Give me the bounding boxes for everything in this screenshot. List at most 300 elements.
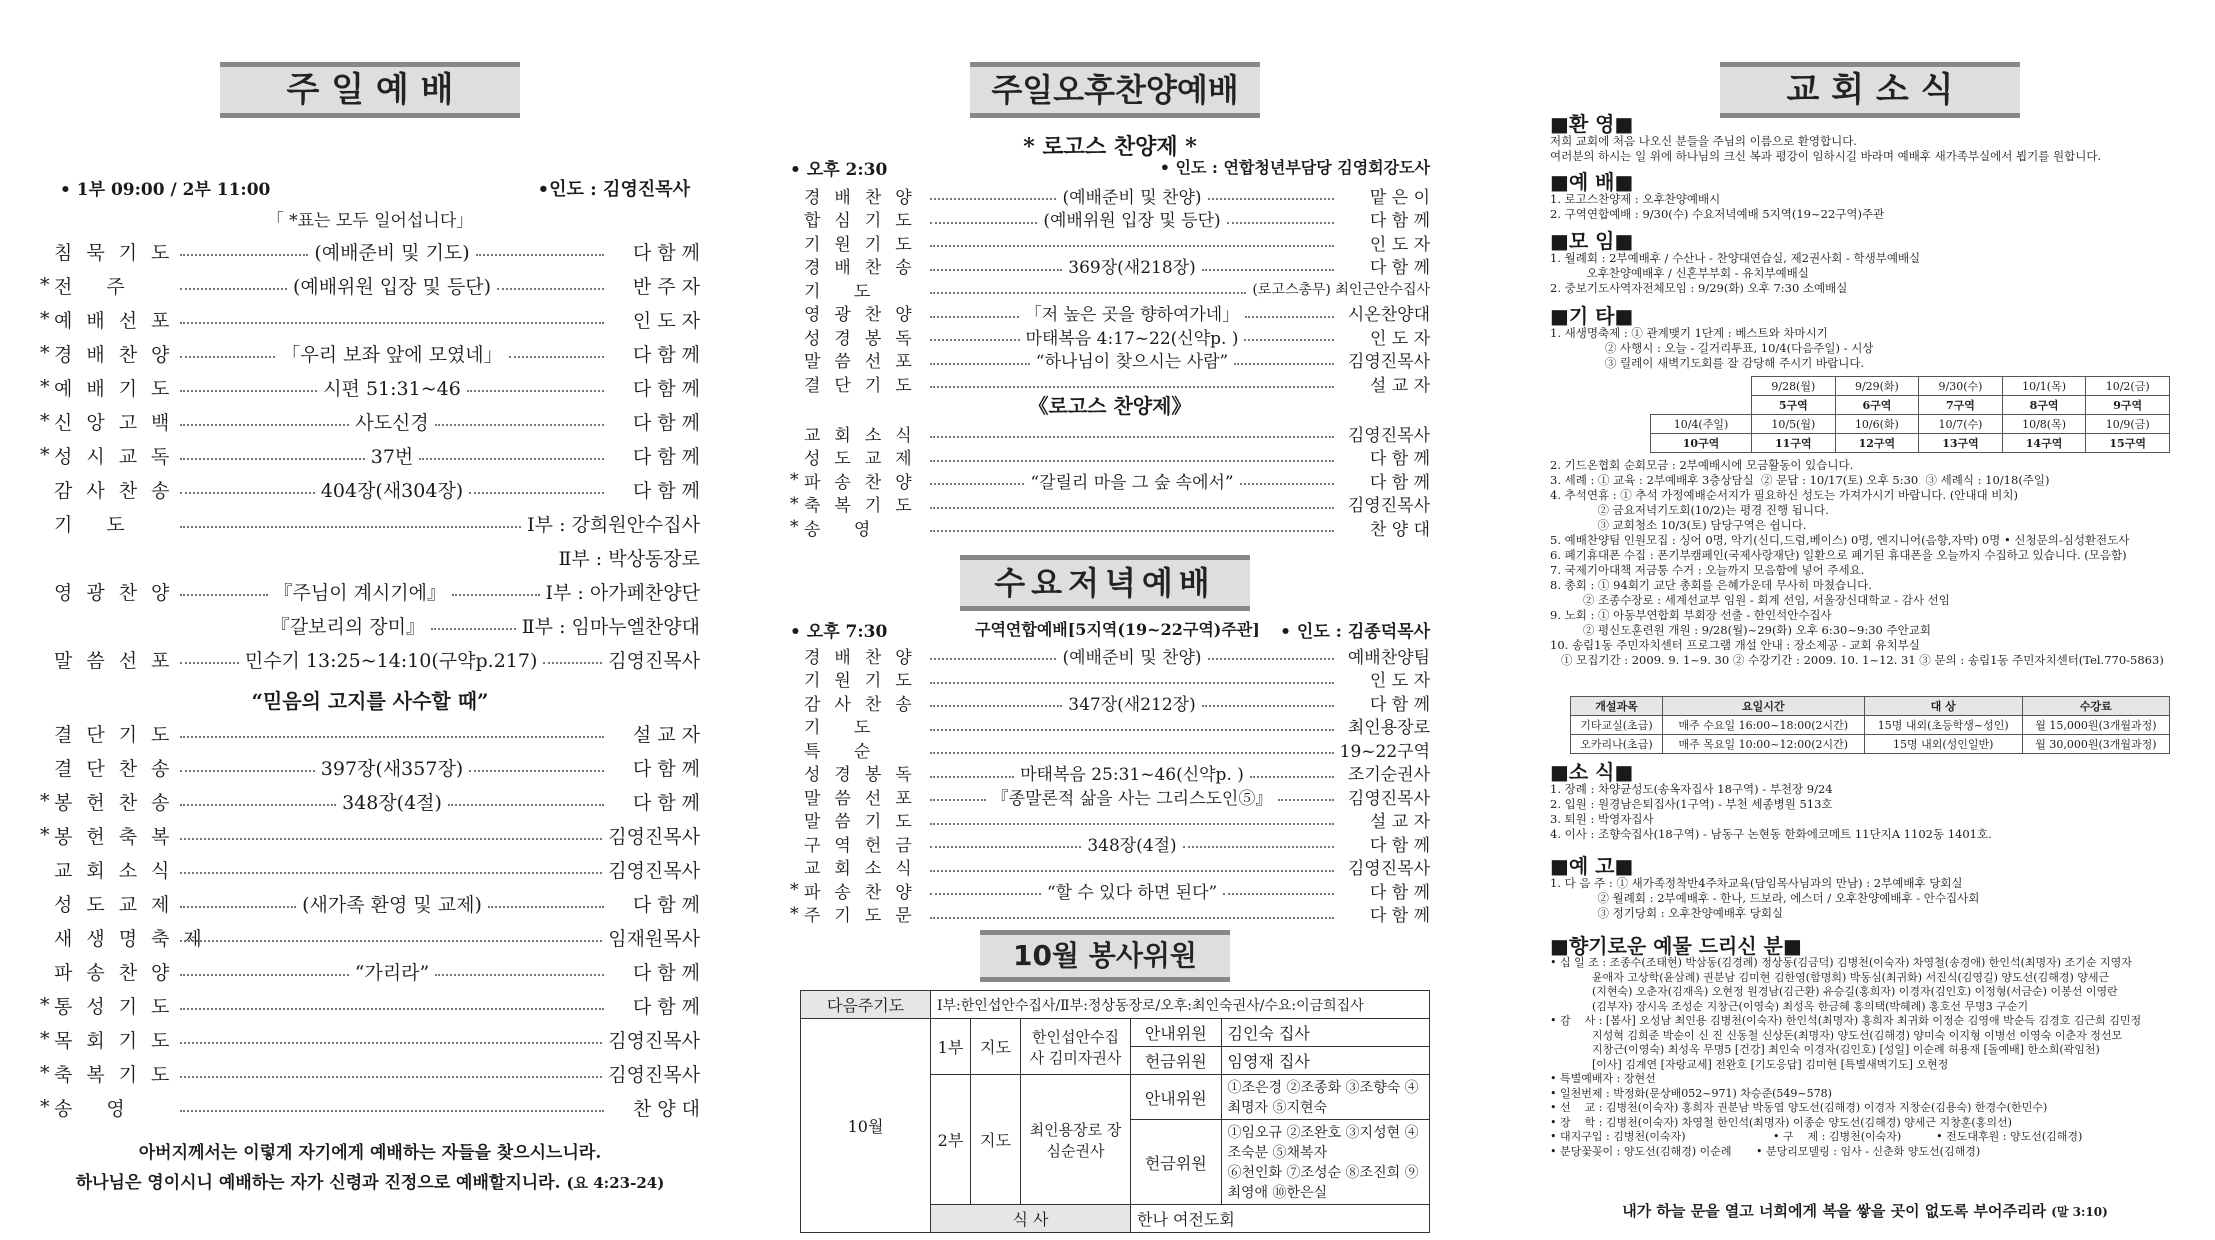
order-step: 합심기도	[804, 211, 926, 231]
leader-dots	[1202, 697, 1334, 707]
relay-cell: 9구역	[2086, 396, 2170, 415]
wednesday-worship-title: 수요저녁예배	[960, 555, 1250, 611]
order-detail: “할 수 있다 하면 된다”	[1046, 882, 1218, 903]
order-step: 교회소식	[804, 425, 926, 446]
order-detail: 민수기 13:25~14:10(구약p.217)	[244, 649, 538, 672]
afternoon-time: • 오후 2:30	[790, 160, 888, 180]
relay-row	[1651, 415, 2170, 434]
notice-line: 지창근(이영숙) 최성옥 무명5 [건강] 최인숙 이경자(김인호) [성일] 이순례 허용재 [돌예배] 한소희(곽임천)	[1550, 1043, 2100, 1056]
order-person: 임재원목사	[608, 927, 700, 950]
order-detail: 『주님이 계시기에』	[273, 581, 447, 604]
notice-line: 저희 교회에 처음 나오신 분들을 주님의 이름으로 환영합니다.	[1550, 134, 1857, 148]
worship-heading: ■예 배■	[1550, 170, 1634, 194]
order-person: 다 함 께	[1369, 694, 1430, 715]
order-person: 다 함 께	[1369, 882, 1430, 903]
leader-dots	[509, 348, 604, 358]
order-item	[790, 899, 1430, 929]
standing-mark: *	[790, 880, 799, 900]
leader-dots	[930, 909, 1334, 919]
leader-dots	[497, 280, 604, 290]
verse-line-2-text: 하나님은 영이시니 예배하는 자가 신령과 진정으로 예배할지니라.	[75, 1173, 561, 1193]
relay-cell: 9/29(화)	[1835, 377, 1919, 396]
order-person: 김영진목사	[1347, 352, 1431, 372]
order-person: 김영진목사	[608, 859, 700, 882]
order-detail: (예배준비 및 기도)	[314, 241, 470, 264]
order-detail: 시편 51:31~46	[323, 377, 461, 400]
order-detail: 『종말론적 삶을 사는 그리스도인⑤』	[991, 788, 1273, 809]
notice-line: 1. 새생명축제 : ① 관계맺기 1단계 : 베스트와 차마시기	[1550, 326, 1828, 340]
notice-line: 4. 추석연휴 : ① 추석 가정예배순서지가 필요하신 성도는 가져가시기 바랍니다. (안내대 비치)	[1550, 488, 2018, 502]
leader-dots	[930, 237, 1334, 247]
order-item	[40, 508, 700, 538]
standing-mark: *	[40, 444, 50, 466]
order-person: 다 함 께	[632, 893, 700, 916]
leader-dots	[419, 450, 604, 460]
leader-dots	[930, 261, 1062, 271]
part1-roles-2	[1131, 1047, 1430, 1075]
order-step: 송 영	[54, 1097, 139, 1120]
leader-dots	[180, 1102, 604, 1112]
schedule-cell: 오카리나(초급)	[1571, 735, 1663, 754]
standing-mark: *	[40, 1028, 50, 1050]
order-item	[40, 644, 700, 674]
notice-line: • 특별예배자 : 장현선	[1550, 1072, 1656, 1085]
relay-cell: 10/5(월)	[1752, 415, 1836, 434]
standing-mark: *	[40, 410, 50, 432]
order-person: 김영진목사	[1347, 859, 1430, 879]
notice-line: • 분당꽃꽂이 : 양도선(김해경) 이순례 • 분당리모델링 : 임사 - 신춘화 양도선(김해경)	[1550, 1144, 1981, 1158]
class-schedule-table	[1570, 696, 2170, 754]
leader-dots	[180, 966, 349, 976]
order-step: 영광찬양	[804, 305, 926, 325]
relay-cell: 14구역	[2002, 434, 2086, 453]
notice-line: 지성혁 김희준 박순이 신 진 신동철 신상돈(최명자) 양도선(김해경) 양미숙 이지형 이병선 이영숙 이춘자 정선모	[1550, 1028, 2123, 1042]
order-step: 파송찬양	[54, 961, 184, 984]
standing-mark: *	[40, 824, 50, 846]
order-step: 구역헌금	[804, 835, 926, 856]
order-person: 다 함 께	[1369, 835, 1430, 856]
leader-dots	[180, 830, 602, 840]
order-step: 전 주	[54, 275, 139, 298]
order-step: 기원기도	[804, 671, 926, 691]
relay-cell: 10/2(금)	[2086, 377, 2170, 396]
order-item	[40, 406, 700, 436]
schedule-cell: 기타교실(초급)	[1571, 716, 1663, 735]
order-step: 말씀선포	[54, 649, 184, 672]
part1-guides-names: 한인섭안수집사 김미자권사	[1021, 1019, 1131, 1075]
standing-mark: *	[40, 342, 50, 364]
sunday-worship-title: 주 일 예 배	[220, 62, 520, 118]
order-person: 다 함 께	[1369, 449, 1430, 469]
sunday-order-list-2	[40, 718, 700, 1128]
order-step: 말씀기도	[804, 812, 926, 832]
leader-dots	[180, 382, 317, 392]
r4-line-b: ⑥천인화 ⑦조성순 ⑧조진희 ⑨최영애 ⑩한은실	[1227, 1165, 1419, 1201]
order-person: 다 함 께	[632, 961, 700, 984]
welcome-text	[1550, 134, 2101, 164]
relay-cell: 10/8(목)	[2002, 415, 2086, 434]
etc-heading: ■기 타■	[1550, 304, 1634, 328]
leader-dots	[1183, 838, 1334, 848]
leader-dots	[930, 791, 986, 801]
meal-value: 한나 여전도회	[1131, 1205, 1430, 1233]
logos-subtitle: * 로고스 찬양제 *	[1023, 134, 1197, 160]
relay-cell: 10구역	[1651, 434, 1752, 453]
notice-line: 여러분의 하시는 일 위에 하나님의 크신 복과 평강이 임하시길 바라며 예배후 새가족부실에서 뵙기를 원합니다.	[1550, 149, 2102, 163]
schedule-cell: 15명 내외(성인일반)	[1864, 735, 2022, 754]
leader-dots	[180, 1000, 604, 1010]
verse-line-1: 아버지께서는 이렇게 자기에게 예배하는 자들을 찾으시느니라.	[138, 1143, 602, 1163]
notice-line: 오후찬양예배후 / 신혼부부회 - 유치부예배실	[1550, 266, 1809, 280]
leader-dots	[180, 728, 604, 738]
order-item	[40, 576, 700, 606]
schedule-cell: 개설과목	[1571, 697, 1663, 716]
leader-dots	[1208, 650, 1334, 660]
closing-verse-text: 내가 하늘 문을 열고 너희에게 복을 쌓을 곳이 없도록 부어주리라	[1622, 1202, 2046, 1220]
standing-mark: *	[790, 517, 799, 537]
part2-roles-2	[1131, 1120, 1430, 1205]
notice-heading: ■예 고■	[1550, 854, 1634, 878]
order-item	[40, 990, 700, 1020]
part1-cell: 1부	[931, 1019, 971, 1075]
order-detail: 「저 높은 곳을 향하여가네」	[1024, 305, 1240, 325]
order-step: 기 도	[804, 281, 885, 302]
order-person: 설 교 자	[1369, 375, 1430, 396]
meeting-heading: ■모 임■	[1550, 229, 1634, 253]
notice-line: 7. 국제기아대책 저금통 수거 : 오늘까지 모음함에 넣어 주세요.	[1550, 563, 1865, 577]
r2-value: 임영재 집사	[1227, 1052, 1310, 1071]
notice-line: 윤애자 고상학(윤삼례) 권분남 김미현 김한영(함명희) 박동심(최귀화) 서진식(김영길) 양도선(김해경) 양세근	[1550, 970, 2110, 984]
order-person: 다 함 께	[632, 343, 700, 366]
order-item	[40, 610, 700, 640]
notice-line: ③ 릴레이 새벽기도회를 잘 감당해 주시기 바랍니다.	[1550, 356, 1865, 370]
standing-mark: *	[790, 903, 799, 924]
etc-text	[1550, 326, 1873, 371]
order-step: 말씀선포	[804, 352, 926, 372]
order-item	[40, 1058, 700, 1088]
notice-line: 2. 기드온협회 순회모금 : 2부예배시에 모금활동이 있습니다.	[1550, 458, 1854, 472]
order-item	[40, 888, 700, 918]
order-person: Ⅱ부 : 박상동장로	[558, 547, 700, 570]
leader-dots	[930, 214, 1037, 224]
leader-dots	[930, 697, 1062, 707]
order-item	[40, 820, 700, 850]
schedule-cell: 월 15,000원(3개월과정)	[2022, 716, 2169, 735]
part2-guide: 지도	[971, 1075, 1021, 1205]
standing-mark: *	[40, 790, 50, 812]
order-detail: (새가족 환영 및 교제)	[302, 893, 482, 916]
order-detail: 『갈보리의 장미』	[270, 615, 425, 638]
order-step: 기원기도	[804, 234, 926, 255]
leader-dots	[930, 650, 1056, 660]
leader-dots	[431, 620, 516, 630]
leader-dots	[1240, 475, 1334, 485]
leader-dots	[930, 190, 1056, 200]
notice-line: 1. 다 음 주 : ① 새가족정착반4주차교육(담임목사님과의 만남) : 2부예배후 당회실	[1550, 876, 1963, 890]
r2-label: 헌금위원	[1131, 1047, 1221, 1074]
order-person: 다 함 께	[1369, 472, 1430, 493]
order-step: 목회기도	[54, 1029, 184, 1052]
r4-label: 헌금위원	[1131, 1120, 1221, 1204]
order-item	[40, 956, 700, 986]
order-item	[40, 474, 700, 504]
notice-line: 3. 퇴원 : 박영자집사	[1550, 812, 1654, 826]
order-item	[40, 440, 700, 470]
relay-cell: 5구역	[1752, 396, 1836, 415]
notice-line: (김부자) 장시옥 조성순 지창근(이영숙) 최성옥 한금혜 홍의택(박혜례) 홍호선 무명3 구순기	[1550, 999, 2029, 1013]
order-detail: 347장(새212장)	[1068, 694, 1196, 715]
r3-value: ①조은경 ②조종화 ③조향숙 ④최명자 ⑤지현숙	[1227, 1080, 1419, 1116]
next-prayer-label: 다음주기도	[801, 991, 931, 1019]
standing-mark: *	[790, 493, 799, 514]
sermon-title: “믿음의 고지를 사수할 때”	[251, 689, 489, 713]
relay-cell: 11구역	[1752, 434, 1836, 453]
order-step: 감사찬송	[54, 479, 184, 502]
notice-line: 2. 구역연합예배 : 9/30(수) 수요저녁예배 5지역(19~22구역)주관	[1550, 207, 1885, 221]
order-step: 신앙고백	[54, 411, 184, 434]
schedule-row	[1571, 716, 2170, 735]
notice-line: • 선 교 : 김병천(이숙자) 홍희자 권분남 박동엽 양도선(김해경) 이경자 지창순(김용숙) 한경수(한민수)	[1550, 1101, 2048, 1114]
order-detail: 37번	[370, 445, 414, 468]
afternoon-worship-title: 주일오후찬양예배	[970, 62, 1260, 118]
notice-line: ② 사행시 : 오늘 - 길거리투표, 10/4(다음주일) - 시상	[1550, 341, 1874, 355]
news-heading: ■소 식■	[1550, 760, 1634, 784]
r4-line-a: ①임오규 ②조완호 ③지성현 ④조숙분 ⑤채복자	[1227, 1125, 1419, 1161]
leader-dots	[930, 721, 1334, 731]
part2-cell: 2부	[931, 1075, 971, 1205]
service-leader: •인도 : 김영진목사	[537, 179, 690, 200]
order-detail: (예배준비 및 찬양)	[1062, 647, 1202, 668]
service-time: • 1부 09:00 / 2부 11:00	[60, 180, 271, 200]
notice-line: 9. 노회 : ① 아동부연합회 부회장 선출 - 한인석안수집사	[1550, 608, 1832, 622]
standing-mark: *	[40, 1096, 50, 1118]
order-step: 영광찬양	[54, 581, 184, 604]
sunday-order-list	[40, 236, 700, 676]
leader-dots	[180, 654, 239, 664]
notice-text	[1550, 876, 1979, 921]
leader-dots	[930, 308, 1019, 318]
order-detail: 사도신경	[355, 411, 429, 434]
wednesday-sub: 구역연합예배[5지역(19~22구역)주관]	[975, 620, 1260, 639]
schedule-cell: 매주 목요일 10:00~12:00(2시간)	[1662, 735, 1864, 754]
column-sunday-worship	[40, 0, 700, 1240]
leader-dots	[1245, 308, 1334, 318]
order-person: 다 함 께	[632, 757, 701, 780]
order-item	[40, 372, 700, 402]
order-person: (로고스총무) 최인근안수집사	[1252, 282, 1430, 298]
notice-line: 6. 폐기휴대폰 수집 : 폰기부캠페인(국제사랑재단) 일환으로 폐기된 휴대폰을 오늘까지 수집하고 있습니다. (모음함)	[1550, 548, 2127, 562]
schedule-row	[1571, 735, 2170, 754]
order-step: 경배찬송	[804, 258, 926, 278]
relay-cell: 9/30(수)	[1919, 377, 2003, 396]
leader-dots	[476, 246, 604, 256]
notice-line: 1. 로고스찬양제 : 오후찬양예배시	[1550, 192, 1721, 206]
standing-mark: *	[790, 470, 799, 490]
afternoon-order-list-2	[790, 418, 1430, 538]
order-person: 찬 양 대	[1369, 519, 1430, 540]
leader-dots	[1244, 331, 1334, 341]
leader-dots	[180, 796, 336, 806]
standing-mark: *	[40, 274, 50, 296]
order-item	[40, 338, 700, 368]
order-person: 설 교 자	[1369, 812, 1430, 832]
order-person: 인 도 자	[1369, 671, 1430, 691]
order-person: 다 함 께	[632, 241, 701, 264]
order-step: 교회소식	[804, 859, 926, 879]
notice-line: 4. 이사 : 조향숙집사(18구역) - 남동구 논현동 한화에코메트 11단지A 1102동 1401호.	[1550, 827, 1992, 841]
leader-dots	[930, 862, 1334, 872]
leader-dots	[930, 331, 1020, 341]
order-step: 축복기도	[804, 496, 926, 516]
relay-cell: 9/28(월)	[1752, 377, 1836, 396]
order-item	[40, 922, 700, 952]
notice-line: 5. 예배찬양팀 인원모집 : 싱어 0명, 악기(신디,드럼,베이스) 0명, 엔지니어(음향,자막) 0명 • 신청문의-심성환전도사	[1550, 533, 2130, 547]
leader-dots	[930, 475, 1024, 485]
leader-dots	[469, 762, 604, 772]
order-step: 성도교제	[54, 893, 184, 916]
order-step: 봉헌찬송	[54, 791, 184, 814]
leader-dots	[180, 484, 315, 494]
order-step: 경배찬양	[804, 647, 926, 668]
meeting-text	[1550, 251, 1920, 296]
leader-dots	[930, 838, 1081, 848]
leader-dots	[930, 428, 1334, 438]
notice-line: ② 조종수장로 : 세계선교부 임원 - 회계 선임, 서울장신대학교 - 감사 선임	[1550, 593, 1950, 607]
leader-dots	[1223, 885, 1334, 895]
order-person: 김영진목사	[608, 649, 701, 672]
schedule-cell: 매주 수요일 16:00~18:00(2시간)	[1662, 716, 1864, 735]
wednesday-order-list	[790, 640, 1430, 930]
leader-dots	[1278, 791, 1334, 801]
order-item	[40, 752, 700, 782]
order-item	[40, 718, 700, 748]
month-cell: 10월	[801, 1019, 931, 1233]
leader-dots	[180, 1034, 602, 1044]
order-person: 최인용장로	[1347, 718, 1430, 738]
order-detail: 369장(새218장)	[1068, 258, 1196, 278]
leader-dots	[467, 382, 604, 392]
order-step: 결단찬송	[54, 757, 184, 780]
order-detail: 348장(4절)	[1087, 835, 1177, 856]
order-item	[40, 304, 700, 334]
relay-cell: 7구역	[1919, 396, 2003, 415]
schedule-cell: 대 상	[1864, 697, 2022, 716]
schedule-row	[1571, 697, 2170, 716]
notice-line: ③ 교회청소 10/3(토) 담당구역은 쉽니다.	[1550, 518, 1807, 532]
order-detail: “하나님이 찾으시는 사람”	[1035, 352, 1229, 372]
standing-mark: *	[40, 994, 50, 1016]
order-person: Ⅰ부 : 강희원안수집사	[527, 513, 700, 536]
schedule-cell: 월 30,000원(3개월과정)	[2022, 735, 2169, 754]
leader-dots	[930, 768, 1014, 778]
order-step: 봉헌축복	[54, 825, 184, 848]
relay-cell: 12구역	[1835, 434, 1919, 453]
relay-cell: 10/7(수)	[1919, 415, 2003, 434]
notice-line: ② 평신도훈련원 개원 : 9/28(월)~29(화) 오후 6:30~9:30 주안교회	[1550, 623, 1931, 637]
standing-note: 「 *표는 모두 일어섭니다」	[266, 211, 474, 231]
order-person: Ⅰ부 : 아가페찬양단	[545, 581, 700, 604]
church-news-title: 교 회 소 식	[1720, 62, 2020, 118]
wednesday-time: • 오후 7:30	[790, 622, 888, 642]
leader-dots	[543, 654, 602, 664]
etc-text-2	[1550, 458, 2164, 668]
order-person: 다 함 께	[632, 479, 701, 502]
leader-dots	[435, 966, 604, 976]
order-person: 다 함 께	[632, 411, 701, 434]
order-detail: (예배위원 입장 및 등단)	[292, 275, 492, 298]
order-person: 인 도 자	[1369, 234, 1430, 255]
relay-cell: 15구역	[2086, 434, 2170, 453]
order-step: 기 도	[54, 513, 139, 536]
leader-dots	[180, 586, 268, 596]
notice-line: • 일천번제 : 박정화(문상배052~971) 차승준(549~578)	[1550, 1086, 1832, 1100]
part2-roles	[1131, 1075, 1430, 1120]
order-step: 성경봉독	[804, 765, 926, 785]
leader-dots	[1250, 768, 1334, 778]
notice-line: ② 금요저녁기도회(10/2)는 평경 진행 됩니다.	[1550, 503, 1829, 517]
order-person: 다 함 께	[632, 445, 700, 468]
order-item	[40, 236, 700, 266]
worship-text	[1550, 192, 1884, 222]
order-detail: 404장(새304장)	[320, 479, 464, 502]
order-detail: 마태복음 25:31~46(신약p. )	[1020, 765, 1244, 785]
leader-dots	[1227, 214, 1334, 224]
leader-dots	[930, 452, 1334, 462]
leader-dots	[930, 378, 1334, 388]
order-step: 침묵기도	[54, 241, 184, 264]
logos-heading: 《로고스 찬양제》	[1028, 394, 1192, 418]
leader-dots	[452, 586, 540, 596]
order-person: 김영진목사	[608, 1063, 700, 1086]
order-step: 통성기도	[54, 995, 184, 1018]
notice-line: ① 모집기간 : 2009. 9. 1~9. 30 ② 수강기간 : 2009. 10. 1~12. 31 ③ 문의 : 송림1동 주민자치센터(Tel.770-5863)	[1550, 653, 2164, 667]
leader-dots	[930, 284, 1246, 294]
part1-roles	[1131, 1019, 1430, 1047]
closing-verse	[1550, 1200, 2180, 1221]
welcome-heading: ■환 영■	[1550, 112, 1634, 136]
order-step: 감사찬송	[804, 694, 926, 715]
relay-cell: 10/9(금)	[2086, 415, 2170, 434]
relay-empty-cell	[1651, 377, 1752, 396]
meal-label: 식 사	[931, 1205, 1131, 1233]
relay-cell: 10/4(주일)	[1651, 415, 1752, 434]
order-detail: (예배위원 입장 및 등단)	[1043, 211, 1221, 231]
leader-dots	[435, 416, 604, 426]
notice-line: • 대지구입 : 김병천(이숙자) • 구 제 : 김병천(이숙자) • 전도대후원 : 양도선(김해경)	[1550, 1130, 2083, 1143]
leader-dots	[488, 898, 604, 908]
order-item	[40, 1092, 700, 1122]
order-person: 다 함 께	[1369, 906, 1430, 926]
r3-label: 안내위원	[1131, 1075, 1221, 1119]
relay-row	[1651, 396, 2170, 415]
news-text	[1550, 782, 1992, 842]
order-step: 경배찬양	[804, 187, 926, 208]
order-person: 조기순권사	[1347, 765, 1431, 785]
wednesday-leader: • 인도 : 김종덕목사	[1280, 622, 1430, 642]
order-person: 다 함 께	[1369, 211, 1430, 231]
leader-dots	[180, 246, 308, 256]
relay-empty-cell	[1651, 396, 1752, 415]
order-step: 예배선포	[54, 309, 184, 332]
relay-prayer-table	[1650, 376, 2170, 453]
leader-dots	[180, 1068, 602, 1078]
notice-line: 8. 총회 : ① 94회기 교단 총회를 은혜가운데 무사히 마쳤습니다.	[1550, 578, 1872, 592]
order-person: Ⅱ부 : 임마누엘찬양대	[521, 615, 700, 638]
leader-dots	[1208, 190, 1334, 200]
order-person: 김영진목사	[608, 825, 700, 848]
leader-dots	[930, 522, 1334, 532]
notice-line: 1. 장례 : 차양균성도(송옥자집사 18구역) - 부천장 9/24	[1550, 782, 1833, 796]
